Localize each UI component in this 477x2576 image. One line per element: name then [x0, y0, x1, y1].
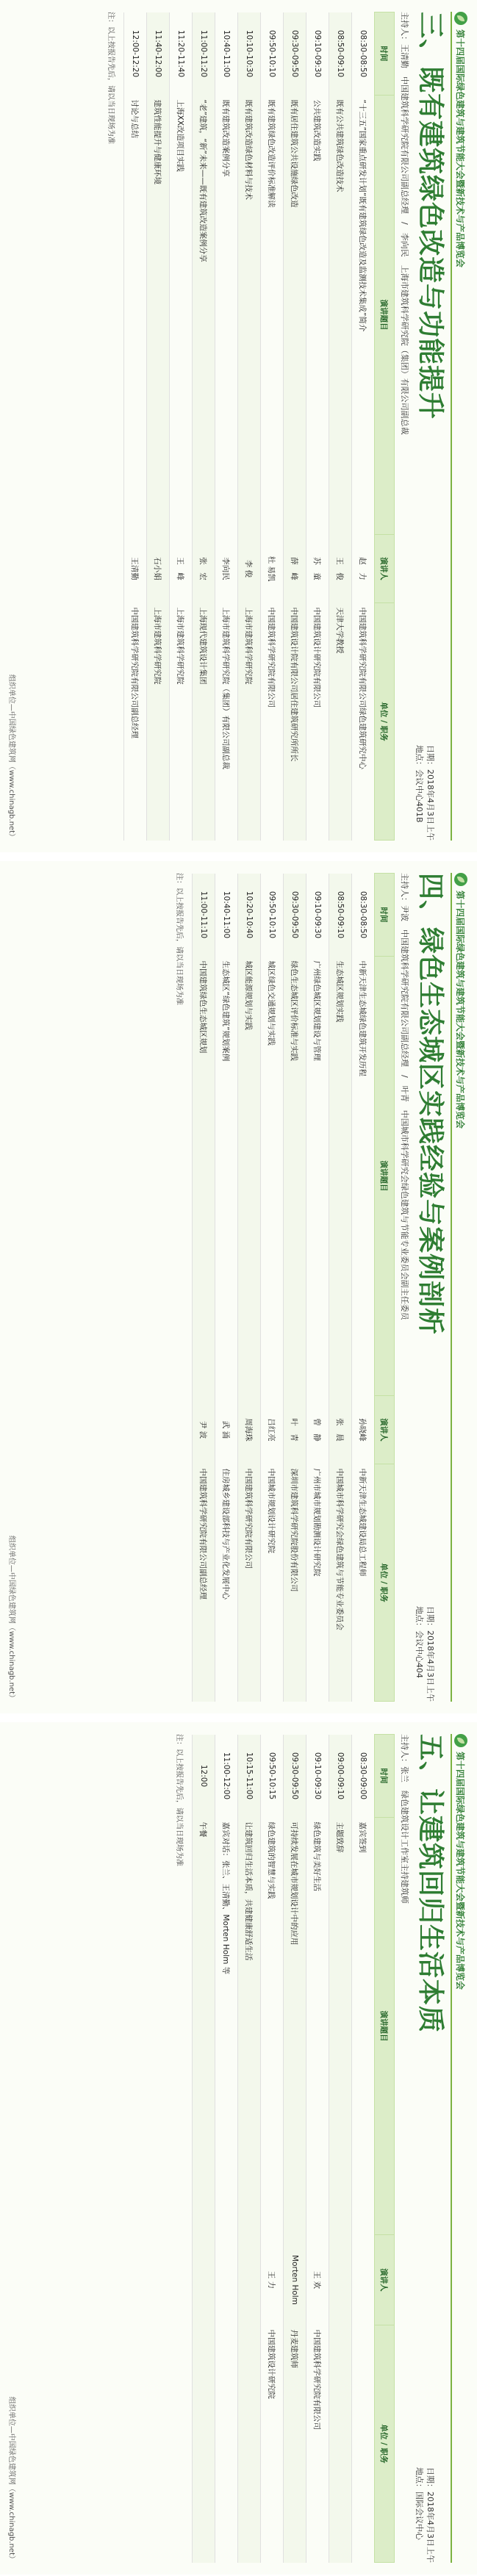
cell-topic: 公共建筑改造实践: [306, 96, 329, 535]
cell-speaker: 杜 易凯: [261, 535, 284, 603]
table-row: [329, 12, 352, 841]
hosts: 主持人：张兰 绿色建筑设计工作室主持建筑师: [400, 1734, 409, 1904]
cell-speaker: [352, 2235, 375, 2325]
cell-unit: 丹麦建筑师: [284, 2325, 306, 2563]
organizer: 第十四届国际绿色建筑与建筑节能大会暨新技术与产品博览会: [454, 1734, 467, 1990]
cell-speaker: Morten Holm: [284, 2235, 306, 2325]
cell-unit: 中国建筑设计院有限公司居住建筑研究所所长: [284, 603, 306, 841]
cell-time: 09:50-10:15: [261, 1735, 284, 1818]
cell-unit: 中国建筑科学研究院有限公司副总经理: [193, 1464, 215, 1702]
cell-speaker: [193, 2235, 215, 2325]
cell-time: 08:50-09:10: [329, 874, 352, 957]
table-row: [352, 1735, 375, 2563]
cell-topic: 可持续发展在城市规划设计中的应用: [284, 1818, 306, 2235]
table-row: [284, 874, 306, 1702]
cell-unit: 上海市建筑科学研究院: [238, 603, 261, 841]
table-row: [306, 1735, 329, 2563]
cell-speaker: 吕红亮: [261, 1396, 284, 1464]
cell-time: 10:15-11:00: [238, 1735, 261, 1818]
cell-unit: 中新天津生态城建设局总工程师: [352, 1464, 375, 1702]
cell-speaker: [238, 2235, 261, 2325]
conference-logo-icon: [454, 873, 467, 886]
date-place: 日期：2018年4月3日上午 地点：会议中心401B: [415, 745, 435, 841]
col-topic: 演讲题目: [375, 96, 395, 535]
col-time: 时间: [375, 1735, 395, 1818]
col-topic: 演讲题目: [375, 1818, 395, 2235]
cell-topic: 既有居住建筑公共设施绿色改造: [284, 96, 306, 535]
table-row: [193, 874, 215, 1702]
cell-time: 12:00-12:20: [124, 12, 147, 96]
cell-speaker: 尹 波: [193, 1396, 215, 1464]
conference-logo-icon: [454, 12, 467, 25]
conference-logo-icon: [454, 1734, 467, 1747]
cell-speaker: 张 晨: [329, 1396, 352, 1464]
cell-topic: 绿色生态城区评价标准与实践: [284, 957, 306, 1396]
cell-speaker: 王 力: [261, 2235, 284, 2325]
schedule-table: [192, 1734, 395, 2563]
cell-time: 09:00-09:10: [329, 1735, 352, 1818]
cell-topic: 主题致辞: [329, 1818, 352, 2235]
table-row: [193, 12, 215, 841]
cell-time: 12:00: [193, 1735, 215, 1818]
cell-topic: 既有建筑绿色改造评价标准解读: [261, 96, 284, 535]
note: 注：以上按报告先后，请以当日现场为准: [107, 12, 115, 144]
organizer: 第十四届国际绿色建筑与建筑节能大会暨新技术与产品博览会: [454, 873, 467, 1129]
hosts: 主持人：尹波 中国建筑科学研究院有限公司副总经理 / 叶青 中国城市科学研究会绿色建筑与节能专业委员会副主任委员: [400, 873, 409, 1320]
cell-topic: 广州绿色城区规划建设与管理: [306, 957, 329, 1396]
cell-time: 09:10-09:30: [306, 12, 329, 96]
table-row: [261, 1735, 284, 2563]
cell-unit: 上海现代建筑设计集团: [193, 603, 215, 841]
cell-unit: [352, 2325, 375, 2563]
cell-unit: 住房城乡建设部科技与产业化发展中心: [215, 1464, 238, 1702]
table-row: [124, 12, 147, 841]
cell-speaker: 李 俊: [238, 535, 261, 603]
cell-time: 11:00-11:20: [193, 12, 215, 96]
col-time: 时间: [375, 12, 395, 96]
col-speaker: 演讲人: [375, 1396, 395, 1464]
cell-unit: 中国建筑科学研究院有限公司: [306, 2325, 329, 2563]
cell-time: 09:30-09:50: [284, 1735, 306, 1818]
cell-unit: 天津大学教授: [329, 603, 352, 841]
cell-speaker: 薛 峰: [284, 535, 306, 603]
cell-topic: 嘉宾对话：张兰、王清勤、Morten Holm 等: [215, 1818, 238, 2235]
cell-topic: 嘉宾签到: [352, 1818, 375, 2235]
cell-speaker: 周海珠: [238, 1396, 261, 1464]
table-row: [261, 12, 284, 841]
date-place: 日期：2018年4月3日上午 地点：国际会议中心: [415, 2467, 435, 2563]
section-title: 三、既有建筑绿色改造与功能提升: [415, 12, 445, 420]
cell-unit: 上海市建筑科学研究院（集团）有限公司副总裁: [215, 603, 238, 841]
col-speaker: 演讲人: [375, 2235, 395, 2325]
organizer: 第十四届国际绿色建筑与建筑节能大会暨新技术与产品博览会: [454, 12, 467, 267]
date-place: 日期：2018年4月3日上午 地点：会议中心404: [415, 1606, 435, 1702]
cell-time: 10:10-10:30: [238, 12, 261, 96]
table-row: [352, 874, 375, 1702]
cell-speaker: 孙晓峰: [352, 1396, 375, 1464]
table-row: [215, 874, 238, 1702]
section-panel-4: [0, 861, 477, 1713]
col-topic: 演讲题目: [375, 957, 395, 1396]
cell-time: 11:40-12:00: [147, 12, 170, 96]
cell-time: 09:30-09:50: [284, 12, 306, 96]
table-row: [238, 12, 261, 841]
cell-unit: [193, 2325, 215, 2563]
section-panel-5: [0, 1722, 477, 2575]
cell-unit: 中国建筑设计研究院: [261, 2325, 284, 2563]
schedule-table: [192, 873, 395, 1702]
note: 注：以上按报告先后，请以当日现场为准: [175, 1734, 183, 1866]
cell-topic: 讨论与总结: [124, 96, 147, 535]
cell-topic: 生态城区规划实践: [329, 957, 352, 1396]
cell-topic: 绿色建筑与美好生活: [306, 1818, 329, 2235]
note: 注：以上按报告先后，请以当日现场为准: [175, 873, 183, 1005]
cell-topic: 午餐: [193, 1818, 215, 2235]
section-panel-3: [0, 0, 477, 852]
cell-time: 09:50-10:10: [261, 12, 284, 96]
cell-unit: 中国建筑设计研究院有限公司: [306, 603, 329, 841]
schedule-table: [123, 12, 395, 841]
section-title: 五、让建筑回归生活本质: [415, 1734, 445, 2034]
cell-topic: 既有公共建筑绿色改造技术: [329, 96, 352, 535]
cell-speaker: 苏 童: [306, 535, 329, 603]
cell-topic: 中新天津生态城绿色建筑开发历程: [352, 957, 375, 1396]
cell-time: 11:00-11:10: [193, 874, 215, 957]
cell-time: 08:50-09:10: [329, 12, 352, 96]
table-row: [306, 874, 329, 1702]
col-speaker: 演讲人: [375, 535, 395, 603]
site-footer: 组织单位—中国绿色建筑网（www.chinagb.net）: [7, 674, 15, 841]
cell-speaker: 曾 静: [306, 1396, 329, 1464]
cell-topic: 城区绿色交通规划与实践: [261, 957, 284, 1396]
cell-topic: 生态城区“绿色建筑”规划案例: [215, 957, 238, 1396]
table-row: [238, 1735, 261, 2563]
cell-unit: 深圳市建筑科学研究院股份有限公司: [284, 1464, 306, 1702]
cell-unit: 中国建筑科学研究院有限公司: [261, 603, 284, 841]
cell-speaker: 王 峰: [170, 535, 193, 603]
cell-time: 09:10-09:30: [306, 874, 329, 957]
cell-topic: 上海XX改造项目实践: [170, 96, 193, 535]
cell-topic: 既有建筑改造案例分享: [215, 96, 238, 535]
cell-unit: 中国城市科学研究会绿色建筑与节能专业委员会: [329, 1464, 352, 1702]
col-unit: 单位 / 职务: [375, 603, 395, 841]
cell-topic: 建筑性能提升与健康环境: [147, 96, 170, 535]
cell-time: 10:20-10:40: [238, 874, 261, 957]
col-unit: 单位 / 职务: [375, 2325, 395, 2563]
cell-unit: 上海市建筑科学研究院: [147, 603, 170, 841]
col-unit: 单位 / 职务: [375, 1464, 395, 1702]
cell-time: 08:30-08:50: [352, 12, 375, 96]
cell-unit: 上海市建筑科学研究院: [170, 603, 193, 841]
cell-unit: 广州市城市规划勘测设计研究院: [306, 1464, 329, 1702]
cell-time: 08:30-09:00: [352, 1735, 375, 1818]
cell-speaker: [329, 2235, 352, 2325]
cell-time: 11:00-12:00: [215, 1735, 238, 1818]
col-time: 时间: [375, 874, 395, 957]
cell-speaker: 石小娟: [147, 535, 170, 603]
cell-speaker: [215, 2235, 238, 2325]
cell-speaker: 张 宏: [193, 535, 215, 603]
cell-topic: 绿色建筑的智慧与实践: [261, 1818, 284, 2235]
cell-topic: 城区能源规划与实践: [238, 957, 261, 1396]
cell-unit: 中国建筑科学研究院有限公司绿色建筑研究中心: [352, 603, 375, 841]
cell-time: 09:50-10:10: [261, 874, 284, 957]
cell-time: 10:40-11:00: [215, 12, 238, 96]
cell-time: 10:40-11:00: [215, 874, 238, 957]
cell-speaker: 武 涌: [215, 1396, 238, 1464]
table-row: [261, 874, 284, 1702]
cell-time: 09:10-09:30: [306, 1735, 329, 1818]
cell-topic: 中国建筑绿色生态城区规划: [193, 957, 215, 1396]
cell-speaker: 赵 力: [352, 535, 375, 603]
cell-time: 09:30-09:50: [284, 874, 306, 957]
table-row: [215, 12, 238, 841]
table-row: [215, 1735, 238, 2563]
site-footer: 组织单位—中国绿色建筑网（www.chinagb.net）: [7, 1535, 15, 1702]
table-row: [284, 1735, 306, 2563]
cell-unit: [238, 2325, 261, 2563]
table-row: [147, 12, 170, 841]
table-row: [238, 874, 261, 1702]
cell-unit: [215, 2325, 238, 2563]
table-row: [352, 12, 375, 841]
cell-topic: “十三五”国家重点研发计划“既有建筑绿色改造及监测技术集成”简介: [352, 96, 375, 535]
cell-speaker: 王 俊: [329, 535, 352, 603]
cell-topic: “老”建筑，“新”未来——既有建筑改造案例分享: [193, 96, 215, 535]
cell-unit: 中国建筑科学研究院有限公司副总经理: [124, 603, 147, 841]
table-row: [170, 12, 193, 841]
table-row: [193, 1735, 215, 2563]
cell-topic: 让建筑回归生活本质，共建健康舒适生活: [238, 1818, 261, 2235]
section-title: 四、绿色生态城区实践经验与案例剖析: [415, 873, 445, 1336]
cell-speaker: 王清勤: [124, 535, 147, 603]
cell-speaker: 叶 青: [284, 1396, 306, 1464]
cell-speaker: 李向民: [215, 535, 238, 603]
table-row: [329, 1735, 352, 2563]
table-row: [284, 12, 306, 841]
table-row: [306, 12, 329, 841]
cell-unit: 中国城市规划设计研究院: [261, 1464, 284, 1702]
cell-time: 11:20-11:40: [170, 12, 193, 96]
cell-time: 08:30-08:50: [352, 874, 375, 957]
cell-speaker: 王 欢: [306, 2235, 329, 2325]
table-row: [329, 874, 352, 1702]
site-footer: 组织单位—中国绿色建筑网（www.chinagb.net）: [7, 2396, 15, 2563]
cell-unit: [329, 2325, 352, 2563]
cell-unit: 中国建筑科学研究院有限公司: [238, 1464, 261, 1702]
hosts: 主持人：王清勤 中国建筑科学研究院有限公司副总经理 / 李向民 上海市建筑科学研究院（集团）有限公司副总裁: [400, 12, 409, 435]
cell-topic: 既有建筑改造绿色材料与技术: [238, 96, 261, 535]
